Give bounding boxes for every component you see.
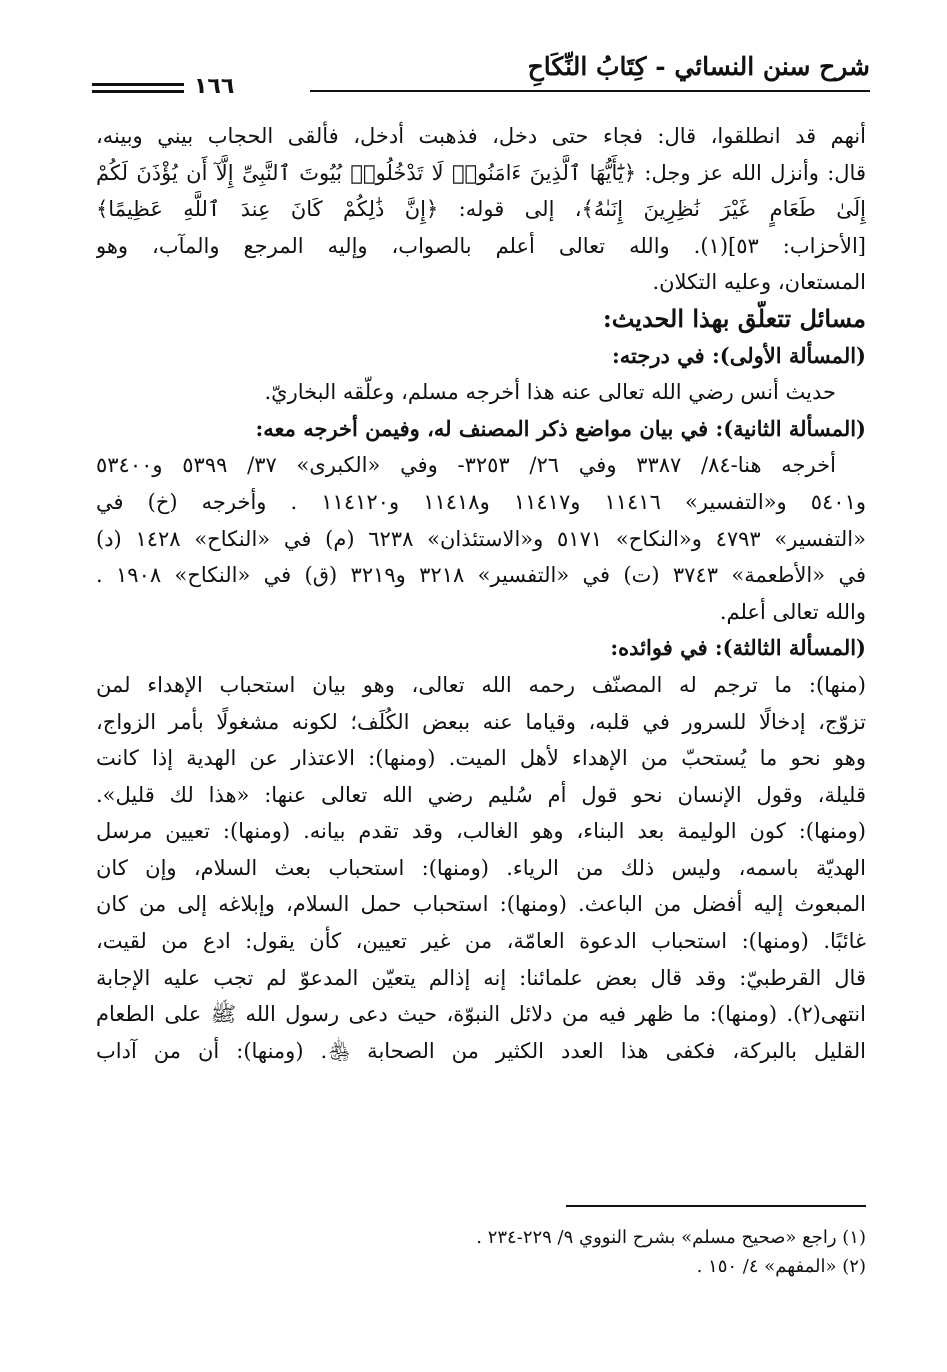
page-number-rule-top — [92, 83, 184, 86]
body-text — [96, 118, 866, 1069]
text-line: المستعان، وعليه التكلان. — [652, 270, 866, 295]
text-line: والله تعالى أعلم. — [719, 599, 866, 624]
text-line: وهو نحو ما يُستحبّ من الإهداء لأهل الميت. (ومنها): الاعتذار عن الهدية إذا كانت — [96, 746, 866, 771]
running-header — [92, 52, 870, 104]
text-line: أخرجه هنا-٨٤/ ٣٣٨٧ وفي ٢٦/ ٣٢٥٣- وفي «الكبرى» ٣٧/ ٥٣٩٩ و٥٣٤٠٠ — [96, 453, 836, 478]
text-line: [الأحزاب: ٥٣](١). والله تعالى أعلم بالصواب، وإليه المرجع والمآب، وهو — [96, 233, 866, 258]
issue-heading: (المسألة الثالثة): في فوائده: — [610, 635, 866, 661]
text-line: قال: وأنزل الله عز وجل: ﴿يَٰٓأَيُّهَا ٱلَّذِينَ ءَامَنُوا۟ لَا تَدْخُلُوا۟ بُيُوتَ ٱلنَّبِىِّ إِلَّآ أَن يُؤْذَنَ لَكُمْ — [96, 160, 866, 185]
page-number: ١٦٦ — [194, 74, 235, 99]
text-line: قال القرطبيّ: وقد قال بعض علمائنا: إنه إذالم يتعيّن المدعوّ لم تجب عليه الإجابة — [96, 965, 866, 990]
text-line: حديث أنس رضي الله تعالى عنه هذا أخرجه مسلم، وعلّقه البخاريّ. — [264, 380, 836, 405]
text-line: الهديّة باسمه، وليس ذلك من الرياء. (ومنها): استحباب بعث السلام، وإن كان — [96, 855, 866, 880]
text-line: تزوّج، إدخالًا للسرور في قلبه، وقياما عنه ببعض الكُلَف؛ لكونه مشغولًا بأمر الزواج، — [96, 709, 866, 734]
text-line: «التفسير» ٤٧٩٣ و«النكاح» ٥١٧١ و«الاستئذان» ٦٢٣٨ (م) في «النكاح» ١٤٢٨ (د) — [96, 526, 866, 551]
text-line: في «الأطعمة» ٣٧٤٣ (ت) في «التفسير» ٣٢١٨ و٣٢١٩ (ق) في «النكاح» ١٩٠٨ . — [96, 563, 866, 588]
text-line: غائبًا. (ومنها): استحباب الدعوة العامّة، من غير تعيين، كأن يقول: ادع من لقيت، — [96, 929, 866, 954]
footnote-2: (٢) «المفهم» ٤/ ١٥٠ . — [696, 1256, 866, 1277]
header-title: شرح سنن النسائي - كِتَابُ النِّكَاحِ — [527, 52, 870, 81]
issue-heading: (المسألة الثانية): في بيان مواضع ذكر المصنف له، وفيمن أخرجه معه: — [255, 415, 866, 441]
page-number-rule-bottom — [92, 90, 184, 93]
text-line: أنهم قد انطلقوا، قال: فجاء حتى دخل، فذهبت أدخل، فألقى الحجاب بيني وبينه، — [96, 124, 866, 148]
text-line: (منها): ما ترجم له المصنّف رحمه الله تعالى، وهو بيان استحباب الإهداء لمن — [96, 672, 866, 697]
section-heading: مسائل تتعلّق بهذا الحديث: — [602, 303, 866, 333]
footnote-1: (١) راجع «صحيح مسلم» بشرح النووي ٩/ ٢٢٩-٢٣٤ . — [476, 1227, 866, 1248]
text-line: انتهى(٢). (ومنها): ما ظهر فيه من دلائل النبوّة، حيث دعى رسول الله ﷺ على الطعام — [96, 1002, 866, 1027]
footnote-separator — [566, 1205, 866, 1207]
header-rule — [310, 90, 870, 92]
issue-heading: (المسألة الأولى): في درجته: — [612, 342, 866, 368]
text-line: (ومنها): كون الوليمة بعد البناء، وهو الغالب، وقد تقدم بيانه. (ومنها): تعيين مرسل — [96, 819, 866, 844]
text-line: المبعوث إليه أفضل من الباعث. (ومنها): استحباب حمل السلام، وإبلاغه إلى من كان — [96, 892, 866, 917]
text-line: إِلَىٰ طَعَامٍ غَيْرَ نَٰظِرِينَ إِنَىٰهُ﴾، إلى قوله: ﴿إِنَّ ذَٰلِكُمْ كَانَ عِندَ ٱللَّهِ عَظِيمًا﴾ — [96, 197, 866, 222]
page-number-block — [92, 74, 282, 100]
text-line: و٥٤٠١ و«التفسير» ١١٤١٦ و١١٤١٧ و١١٤١٨ و١١٤١٢٠ . وأخرجه (خ) في — [96, 489, 866, 514]
text-line: قليلة، وقول الإنسان نحو قول أم سُليم رضي الله تعالى عنها: «هذا لك قليل». — [96, 782, 866, 807]
text-line: القليل بالبركة، فكفى هذا العدد الكثير من الصحابة ﵃. (ومنها): أن من آداب — [96, 1038, 866, 1063]
